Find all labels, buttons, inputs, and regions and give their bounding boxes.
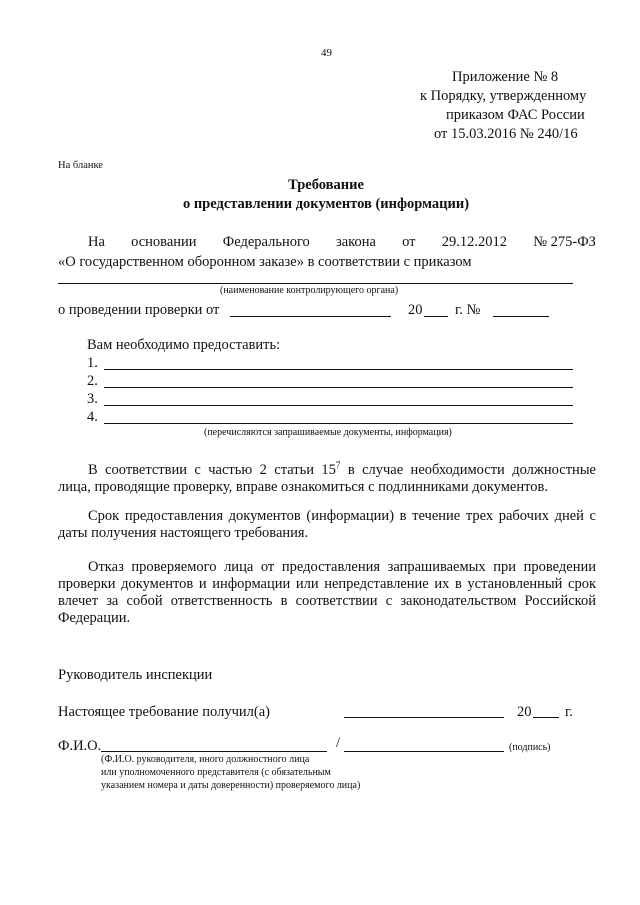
request-item-number: 3. (87, 391, 98, 407)
organ-name-caption: (наименование контролирующего органа) (220, 285, 399, 296)
request-item-number: 2. (87, 373, 98, 389)
title-line-1: Требование (288, 177, 364, 193)
fio-caption-line-2: или уполномоченного представителя (с обязательным (101, 767, 331, 778)
paragraph-1-superscript: 7 (335, 460, 341, 470)
fio-label: Ф.И.О. (58, 738, 102, 754)
inspection-label: о проведении проверки от (58, 302, 220, 318)
paragraph-1 (58, 457, 596, 496)
received-label: Настоящее требование получил(а) (58, 704, 270, 720)
paragraph-3 (58, 559, 596, 627)
intro-word: закона (336, 234, 376, 250)
title-line-2: о представлении документов (информации) (182, 196, 470, 212)
request-item-number: 4. (87, 409, 98, 425)
inspection-number-label: г. № (455, 302, 481, 318)
inspection-number-field[interactable] (493, 316, 549, 317)
request-item-number: 1. (87, 355, 98, 371)
received-year-suffix: г. (565, 704, 573, 720)
request-caption: (перечисляются запрашиваемые документы, информация) (204, 427, 452, 438)
fio-field[interactable] (101, 751, 327, 752)
inspection-head-label: Руководитель инспекции (58, 667, 213, 683)
intro-line-1 (58, 233, 596, 251)
fio-caption-line-3: указанием номера и даты доверенности) проверяемого лица) (101, 780, 361, 791)
paragraph-2-line-1: Срок предоставления документов (информации) в течение трех рабочих дней с (88, 508, 596, 524)
intro-line-2: «О государственном оборонном заказе» в соответствии с приказом (58, 254, 472, 270)
request-item-field-1[interactable] (104, 369, 573, 370)
appendix-line-2: к Порядку, утвержденному (420, 88, 587, 104)
received-year-prefix: 20 (517, 704, 532, 720)
request-item-field-3[interactable] (104, 405, 573, 406)
paragraph-3-line-2: проверки документов и информации или непредставление их в установленный срок (58, 576, 596, 592)
paragraph-3-line-1: Отказ проверяемого лица от предоставления запрашиваемых при проведении (88, 559, 596, 575)
intro-word: На (88, 234, 105, 250)
inspection-date-field[interactable] (230, 316, 391, 317)
paragraph-3-last: Федерации. (58, 610, 131, 626)
request-item-field-2[interactable] (104, 387, 573, 388)
signature-field[interactable] (344, 751, 504, 752)
paragraph-2-last: даты получения настоящего требования. (58, 525, 309, 541)
letterhead-note: На бланке (58, 160, 103, 171)
appendix-line-3: приказом ФАС России (446, 107, 585, 123)
intro-word: от (402, 234, 416, 250)
paragraph-2 (58, 508, 596, 542)
received-date-field[interactable] (344, 717, 504, 718)
intro-word: Федерального (222, 234, 310, 250)
inspection-year-field[interactable] (424, 316, 448, 317)
paragraph-1-part-1: В соответствии с частью 2 статьи 15 (88, 461, 336, 478)
paragraph-3-line-3: влечет за собой ответственность в соответствии с законодательством Российской (58, 593, 596, 609)
paragraph-1-part-2: в случае необходимости должностные (340, 461, 596, 478)
signature-caption: (подпись) (509, 742, 551, 753)
request-heading: Вам необходимо предоставить: (87, 337, 281, 353)
intro-word: основании (131, 234, 197, 250)
fio-slash: / (336, 735, 341, 751)
received-year-field[interactable] (533, 717, 559, 718)
paragraph-1-last: лица, проводящие проверку, вправе ознакомиться с подлинниками документов. (58, 478, 548, 495)
intro-word: № 275-ФЗ (533, 234, 596, 250)
fio-caption-line-1: (Ф.И.О. руководителя, иного должностного лица (101, 754, 310, 765)
request-item-field-4[interactable] (104, 423, 573, 424)
organ-name-field[interactable] (58, 283, 573, 284)
appendix-line-1: Приложение № 8 (452, 69, 559, 85)
page-number: 49 (321, 47, 332, 59)
appendix-line-4: от 15.03.2016 № 240/16 (434, 126, 578, 142)
intro-word: 29.12.2012 (441, 234, 507, 250)
inspection-year-prefix: 20 (408, 302, 423, 318)
